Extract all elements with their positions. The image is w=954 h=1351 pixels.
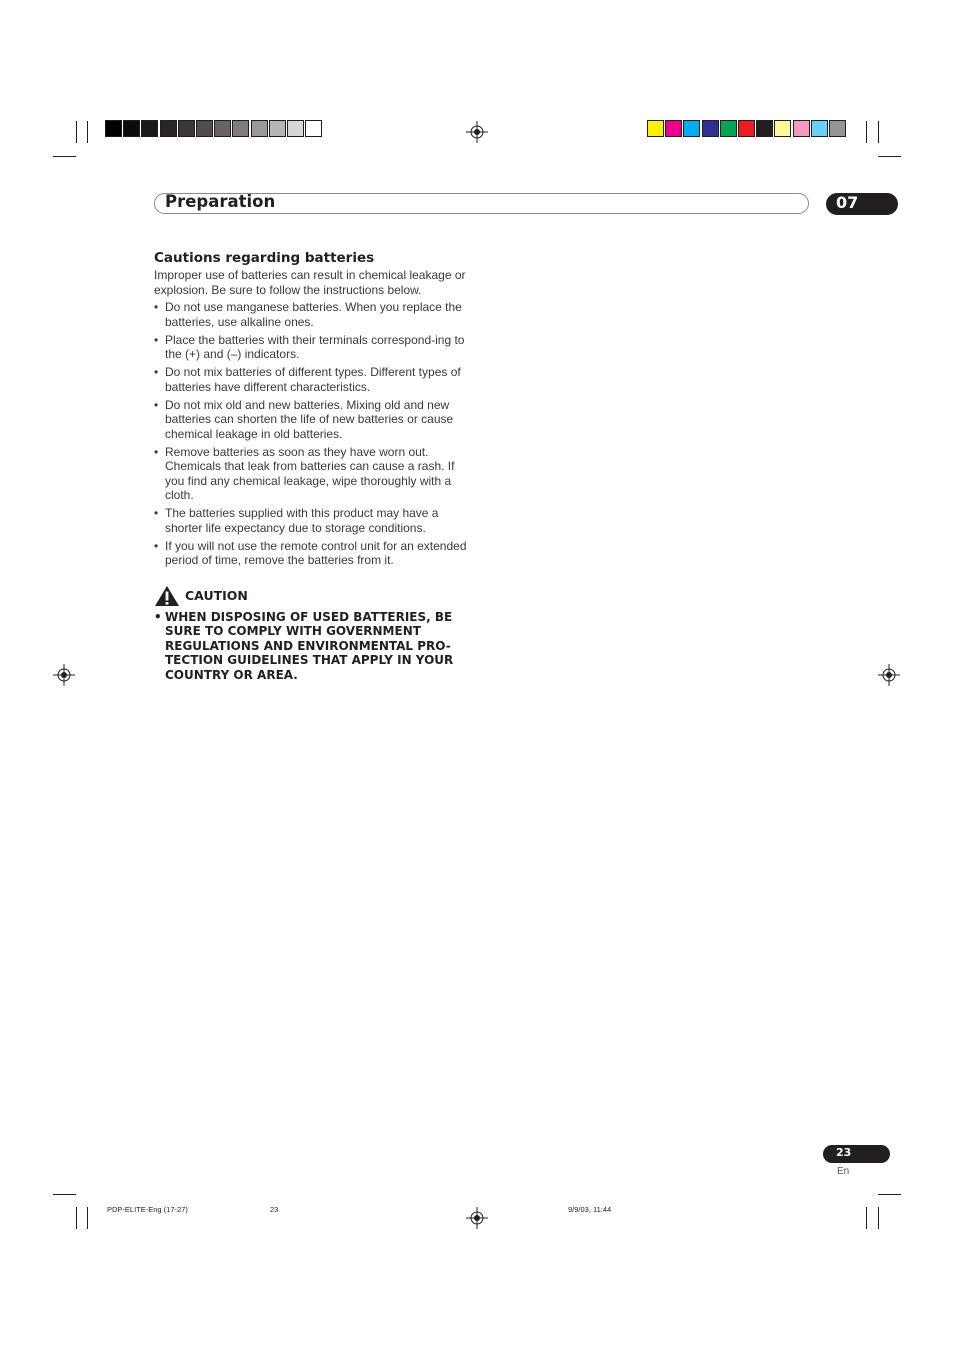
crop-mark <box>866 121 867 143</box>
color-swatch <box>123 120 140 137</box>
list-item <box>154 365 474 394</box>
color-swatch <box>269 120 286 137</box>
caution-label: CAUTION <box>185 587 248 603</box>
color-swatch <box>305 120 322 137</box>
list-item <box>154 398 474 442</box>
list-item-text: Place the batteries with their terminals correspond-ing to the (+) and (–) indicators. <box>165 332 465 361</box>
bullet-dot: • <box>154 332 159 347</box>
color-swatch <box>774 120 791 137</box>
page-number-badge <box>823 1145 890 1163</box>
crop-mark <box>878 1194 901 1195</box>
bullet-list <box>154 300 474 568</box>
bullet-dot: • <box>154 300 159 314</box>
caution-item-text: WHEN DISPOSING OF USED BATTERIES, BE SURE TO COMPLY WITH GOVERNMENT REGULATIONS AND ENVIRONMENTAL PRO-TECTION GUIDELINES THAT APPLY IN YOUR COUNTRY OR AREA. <box>165 609 454 682</box>
list-item <box>154 300 474 329</box>
crop-mark <box>76 1207 77 1229</box>
bullet-dot: • <box>154 506 159 520</box>
list-item <box>154 506 474 535</box>
registration-mark-icon <box>53 664 75 686</box>
color-swatch <box>683 120 700 137</box>
print-sheet-number: 23 <box>270 1205 279 1214</box>
list-item <box>154 539 474 568</box>
main-content <box>154 250 474 682</box>
list-item-text: The batteries supplied with this product may have a shorter life expectancy due to storage conditions. <box>165 506 439 535</box>
color-swatch <box>738 120 755 137</box>
color-swatch <box>287 120 304 137</box>
list-item <box>154 445 474 503</box>
bullet-dot: • <box>154 444 159 459</box>
list-item-text: Do not use manganese batteries. When you replace the batteries, use alkaline ones. <box>165 300 462 329</box>
caution-heading <box>154 585 474 607</box>
color-swatch <box>793 120 810 137</box>
list-item-text: Remove batteries as soon as they have worn out. Chemicals that leak from batteries can cause a rash. If you find any chemical leakage, wipe thoroughly with a cloth. <box>165 444 455 502</box>
color-swatch <box>160 120 177 137</box>
crop-mark <box>53 1194 76 1195</box>
section-heading: Cautions regarding batteries <box>154 250 375 266</box>
color-swatch <box>141 120 158 137</box>
list-item <box>154 333 474 362</box>
list-item-text: Do not mix old and new batteries. Mixing old and new batteries can shorten the life of new batteries or cause chemical leakage in old batteries. <box>165 397 454 441</box>
registration-mark-icon <box>466 121 488 143</box>
crop-mark <box>878 156 901 157</box>
bullet-dot: • <box>154 365 159 379</box>
color-swatch <box>720 120 737 137</box>
color-swatch <box>105 120 122 137</box>
registration-mark-icon <box>466 1207 488 1229</box>
crop-mark <box>76 121 77 143</box>
color-swatch <box>178 120 195 137</box>
bullet-dot: • <box>154 609 162 624</box>
crop-mark <box>878 121 879 143</box>
color-swatch <box>196 120 213 137</box>
color-swatch <box>665 120 682 137</box>
crop-mark <box>53 156 76 157</box>
print-datetime: 9/9/03, 11:44 <box>568 1205 612 1214</box>
caution-item <box>154 610 474 683</box>
bullet-dot: • <box>154 397 159 412</box>
color-swatch <box>829 120 846 137</box>
chapter-number: 07 <box>836 193 859 212</box>
crop-mark <box>866 1207 867 1229</box>
print-file-name: PDP-ELITE-Eng (17-27) <box>107 1205 188 1214</box>
color-swatch <box>702 120 719 137</box>
color-swatch <box>647 120 664 137</box>
intro-paragraph: Improper use of batteries can result in chemical leakage or explosion. Be sure to follow the instructions below. <box>154 268 466 297</box>
color-swatch <box>251 120 268 137</box>
color-swatch <box>811 120 828 137</box>
crop-mark <box>87 1207 88 1229</box>
registration-mark-icon <box>878 664 900 686</box>
color-swatch <box>214 120 231 137</box>
color-swatch <box>232 120 249 137</box>
language-code: En <box>837 1166 850 1177</box>
color-swatch <box>756 120 773 137</box>
crop-mark <box>87 121 88 143</box>
bullet-dot: • <box>154 538 159 553</box>
page-number: 23 <box>836 1146 852 1159</box>
warning-triangle-icon <box>154 585 180 607</box>
list-item-text: Do not mix batteries of different types. Different types of batteries have different characteristics. <box>165 365 461 394</box>
section-title: Preparation <box>165 192 276 211</box>
list-item-text: If you will not use the remote control unit for an extended period of time, remove the batteries from it. <box>165 538 467 567</box>
crop-mark <box>878 1207 879 1229</box>
